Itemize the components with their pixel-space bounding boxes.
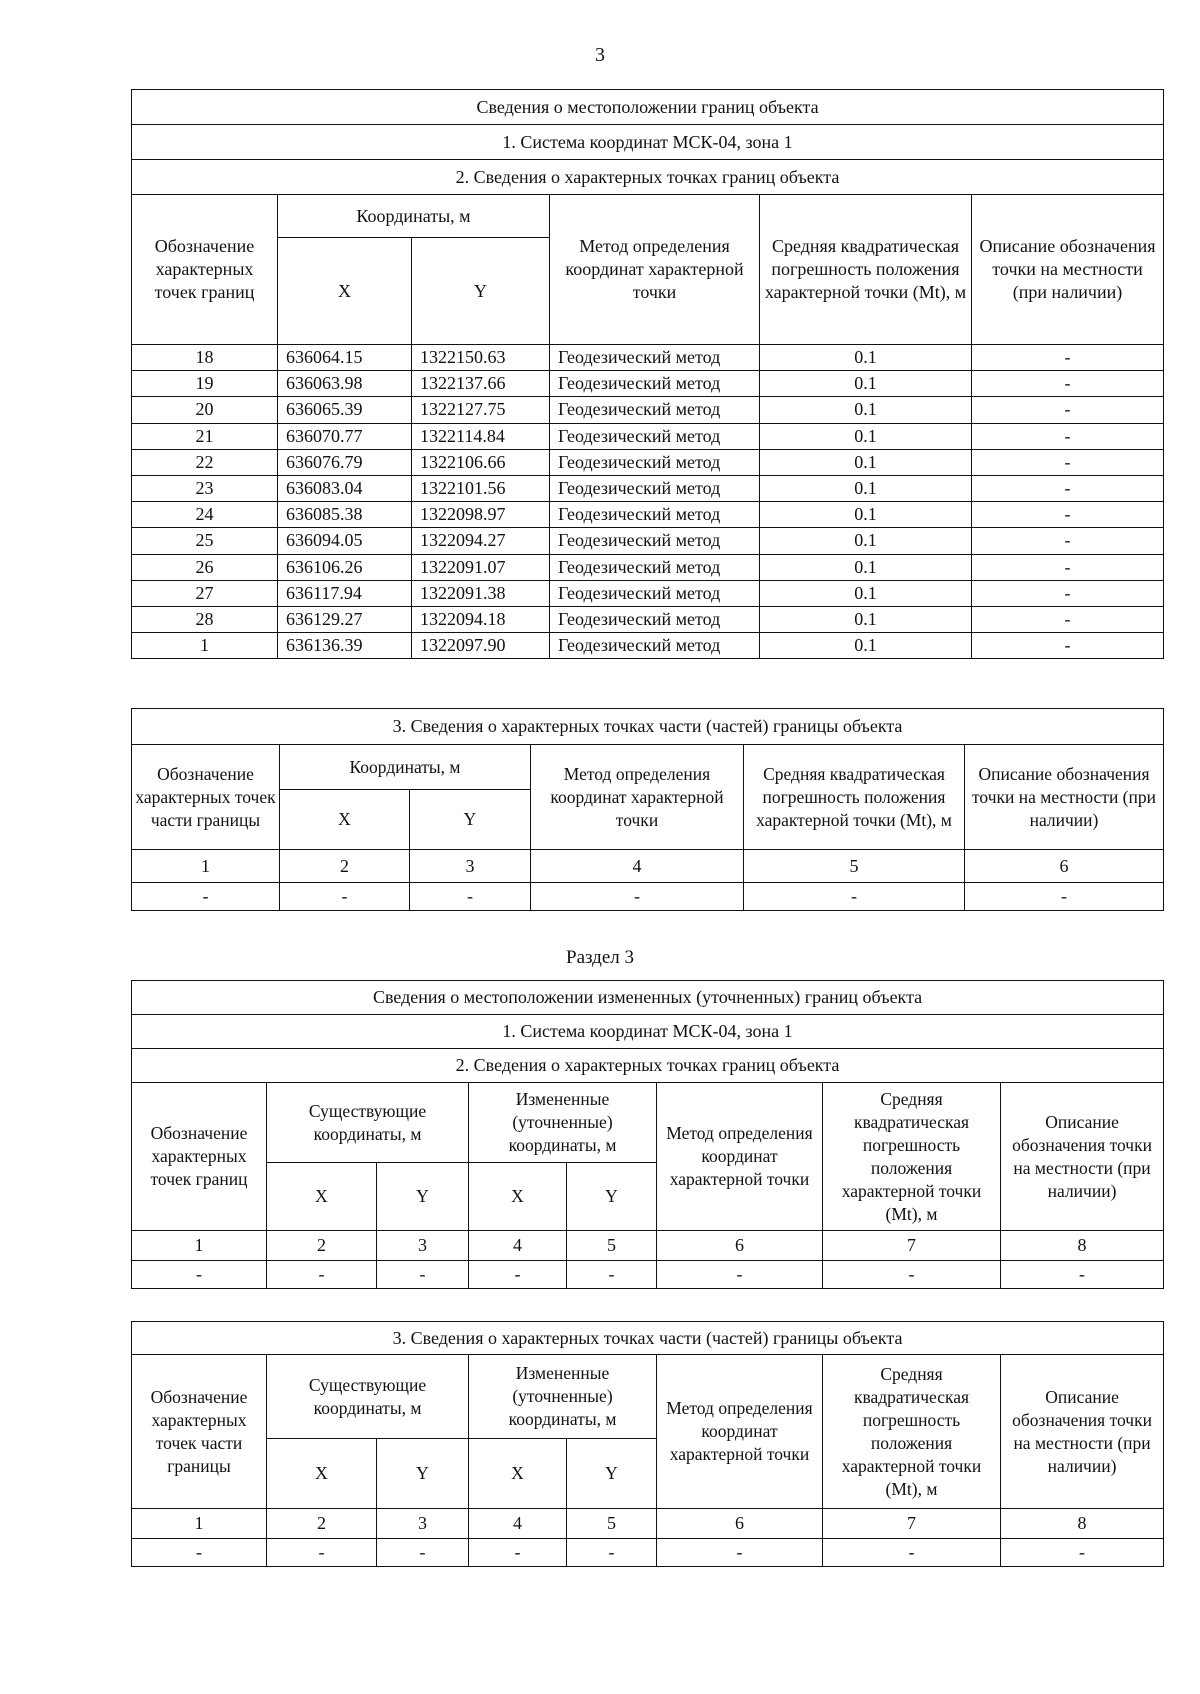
table-cell: - — [657, 1261, 823, 1289]
column-number: 4 — [469, 1509, 567, 1539]
method: Геодезический метод — [550, 397, 760, 423]
header-description: Описание обозначения точки на местности (при наличии) — [1001, 1355, 1164, 1509]
error: 0.1 — [760, 502, 972, 528]
header-y: Y — [377, 1163, 469, 1231]
column-numbers-row — [132, 1509, 1164, 1539]
coordinate-system: 1. Система координат МСК-04, зона 1 — [132, 1015, 1164, 1049]
coord-x: 636106.26 — [278, 554, 412, 580]
error: 0.1 — [760, 606, 972, 632]
coord-x: 636065.39 — [278, 397, 412, 423]
column-number: 5 — [567, 1509, 657, 1539]
coord-y: 1322137.66 — [412, 371, 550, 397]
table-row — [132, 1539, 1164, 1567]
coord-y: 1322091.07 — [412, 554, 550, 580]
coord-y: 1322150.63 — [412, 345, 550, 371]
method: Геодезический метод — [550, 606, 760, 632]
coord-x: 636083.04 — [278, 475, 412, 501]
table-cell: - — [267, 1539, 377, 1567]
method: Геодезический метод — [550, 345, 760, 371]
table-row — [132, 345, 1164, 371]
method: Геодезический метод — [550, 449, 760, 475]
error: 0.1 — [760, 449, 972, 475]
table-cell: - — [377, 1261, 469, 1289]
column-number: 5 — [744, 850, 965, 883]
table-title: 3. Сведения о характерных точках части (частей) границы объекта — [132, 709, 1164, 745]
table-cell: - — [531, 883, 744, 911]
coord-y: 1322098.97 — [412, 502, 550, 528]
column-number: 4 — [469, 1231, 567, 1261]
column-number: 2 — [280, 850, 410, 883]
point-number: 1 — [132, 633, 278, 659]
column-number: 2 — [267, 1509, 377, 1539]
table-row — [132, 554, 1164, 580]
table-row — [132, 423, 1164, 449]
method: Геодезический метод — [550, 475, 760, 501]
error: 0.1 — [760, 397, 972, 423]
coord-x: 636129.27 — [278, 606, 412, 632]
table-cell: - — [267, 1261, 377, 1289]
table-title: Сведения о местоположении измененных (уточненных) границ объекта — [132, 981, 1164, 1015]
table-cell: - — [132, 883, 280, 911]
table-body — [132, 345, 1164, 659]
header-x: X — [278, 238, 412, 345]
error: 0.1 — [760, 345, 972, 371]
column-number: 2 — [267, 1231, 377, 1261]
column-number: 6 — [965, 850, 1164, 883]
table-cell: - — [567, 1261, 657, 1289]
coord-y: 1322094.27 — [412, 528, 550, 554]
header-designation: Обозначение характерных точек границ — [132, 195, 278, 345]
header-x: X — [267, 1163, 377, 1231]
header-existing-coords: Существующие координаты, м — [267, 1355, 469, 1439]
column-number: 3 — [377, 1231, 469, 1261]
header-x: X — [469, 1163, 567, 1231]
header-method: Метод определения координат характерной точки — [550, 195, 760, 345]
header-changed-coords: Измененные (уточненные) координаты, м — [469, 1355, 657, 1439]
table-cell: - — [1001, 1261, 1164, 1289]
table-row — [132, 606, 1164, 632]
column-number: 1 — [132, 1509, 267, 1539]
table-row — [132, 449, 1164, 475]
coord-x: 636094.05 — [278, 528, 412, 554]
table-row — [132, 502, 1164, 528]
description: - — [972, 633, 1164, 659]
coord-x: 636136.39 — [278, 633, 412, 659]
description: - — [972, 423, 1164, 449]
page-number: 3 — [595, 44, 605, 66]
changed-part-boundary-points-table — [131, 1321, 1164, 1567]
method: Геодезический метод — [550, 528, 760, 554]
column-number: 7 — [823, 1231, 1001, 1261]
column-number: 3 — [410, 850, 531, 883]
column-number: 6 — [657, 1231, 823, 1261]
boundary-points-table — [131, 89, 1164, 659]
coord-y: 1322114.84 — [412, 423, 550, 449]
header-method: Метод определения координат характерной точки — [657, 1355, 823, 1509]
coord-y: 1322091.38 — [412, 580, 550, 606]
coord-y: 1322106.66 — [412, 449, 550, 475]
description: - — [972, 554, 1164, 580]
column-number: 7 — [823, 1509, 1001, 1539]
table-cell: - — [469, 1261, 567, 1289]
header-y: Y — [412, 238, 550, 345]
error: 0.1 — [760, 371, 972, 397]
method: Геодезический метод — [550, 502, 760, 528]
point-number: 28 — [132, 606, 278, 632]
header-x: X — [469, 1439, 567, 1509]
table-cell: - — [377, 1539, 469, 1567]
description: - — [972, 371, 1164, 397]
coord-x: 636063.98 — [278, 371, 412, 397]
method: Геодезический метод — [550, 580, 760, 606]
header-y: Y — [377, 1439, 469, 1509]
table-title: Сведения о местоположении границ объекта — [132, 90, 1164, 125]
coord-x: 636085.38 — [278, 502, 412, 528]
point-number: 25 — [132, 528, 278, 554]
header-x: X — [280, 790, 410, 850]
method: Геодезический метод — [550, 371, 760, 397]
header-method: Метод определения координат характерной точки — [657, 1083, 823, 1231]
header-y: Y — [567, 1163, 657, 1231]
header-error: Средняя квадратическая погрешность положения характерной точки (Mt), м — [744, 745, 965, 850]
table-cell: - — [744, 883, 965, 911]
header-y: Y — [567, 1439, 657, 1509]
header-description: Описание обозначения точки на местности (при наличии) — [1001, 1083, 1164, 1231]
description: - — [972, 345, 1164, 371]
table-cell: - — [132, 1539, 267, 1567]
table-title: 3. Сведения о характерных точках части (частей) границы объекта — [132, 1322, 1164, 1355]
point-number: 19 — [132, 371, 278, 397]
coord-y: 1322101.56 — [412, 475, 550, 501]
table-row — [132, 397, 1164, 423]
description: - — [972, 449, 1164, 475]
point-number: 26 — [132, 554, 278, 580]
table-row — [132, 580, 1164, 606]
description: - — [972, 475, 1164, 501]
header-error: Средняя квадратическая погрешность положения характерной точки (Mt), м — [760, 195, 972, 345]
table-row — [132, 371, 1164, 397]
table-subtitle: 2. Сведения о характерных точках границ объекта — [132, 1049, 1164, 1083]
method: Геодезический метод — [550, 633, 760, 659]
section-title: Раздел 3 — [566, 947, 634, 968]
column-number: 8 — [1001, 1231, 1164, 1261]
table-row — [132, 475, 1164, 501]
coord-x: 636070.77 — [278, 423, 412, 449]
header-coords: Координаты, м — [280, 745, 531, 790]
table-row — [132, 633, 1164, 659]
header-error: Средняя квадратическая погрешность положения характерной точки (Mt), м — [823, 1083, 1001, 1231]
column-number: 8 — [1001, 1509, 1164, 1539]
column-number: 4 — [531, 850, 744, 883]
coord-y: 1322097.90 — [412, 633, 550, 659]
table-cell: - — [823, 1261, 1001, 1289]
table-cell: - — [823, 1539, 1001, 1567]
method: Геодезический метод — [550, 554, 760, 580]
column-number: 3 — [377, 1509, 469, 1539]
header-coords: Координаты, м — [278, 195, 550, 238]
description: - — [972, 502, 1164, 528]
table-cell: - — [469, 1539, 567, 1567]
part-boundary-points-table — [131, 708, 1164, 911]
column-number: 5 — [567, 1231, 657, 1261]
table-cell: - — [567, 1539, 657, 1567]
point-number: 18 — [132, 345, 278, 371]
description: - — [972, 397, 1164, 423]
header-y: Y — [410, 790, 531, 850]
column-number: 1 — [132, 850, 280, 883]
point-number: 24 — [132, 502, 278, 528]
error: 0.1 — [760, 423, 972, 449]
header-changed-coords: Измененные (уточненные) координаты, м — [469, 1083, 657, 1163]
table-row — [132, 1261, 1164, 1289]
coord-x: 636064.15 — [278, 345, 412, 371]
description: - — [972, 606, 1164, 632]
header-designation: Обозначение характерных точек части границы — [132, 1355, 267, 1509]
table-subtitle: 2. Сведения о характерных точках границ объекта — [132, 160, 1164, 195]
column-number: 1 — [132, 1231, 267, 1261]
error: 0.1 — [760, 633, 972, 659]
coord-x: 636117.94 — [278, 580, 412, 606]
point-number: 21 — [132, 423, 278, 449]
table-cell: - — [1001, 1539, 1164, 1567]
header-designation: Обозначение характерных точек части границы — [132, 745, 280, 850]
coordinate-system: 1. Система координат МСК-04, зона 1 — [132, 125, 1164, 160]
table-cell: - — [280, 883, 410, 911]
changed-boundary-points-table — [131, 980, 1164, 1289]
point-number: 27 — [132, 580, 278, 606]
error: 0.1 — [760, 580, 972, 606]
point-number: 22 — [132, 449, 278, 475]
header-x: X — [267, 1439, 377, 1509]
header-description: Описание обозначения точки на местности (при наличии) — [965, 745, 1164, 850]
table-cell: - — [965, 883, 1164, 911]
error: 0.1 — [760, 528, 972, 554]
column-numbers-row — [132, 850, 1164, 883]
point-number: 20 — [132, 397, 278, 423]
coord-x: 636076.79 — [278, 449, 412, 475]
header-designation: Обозначение характерных точек границ — [132, 1083, 267, 1231]
description: - — [972, 528, 1164, 554]
coord-y: 1322094.18 — [412, 606, 550, 632]
error: 0.1 — [760, 475, 972, 501]
header-error: Средняя квадратическая погрешность положения характерной точки (Mt), м — [823, 1355, 1001, 1509]
description: - — [972, 580, 1164, 606]
table-row — [132, 883, 1164, 911]
header-method: Метод определения координат характерной точки — [531, 745, 744, 850]
method: Геодезический метод — [550, 423, 760, 449]
table-cell: - — [657, 1539, 823, 1567]
table-cell: - — [132, 1261, 267, 1289]
point-number: 23 — [132, 475, 278, 501]
table-cell: - — [410, 883, 531, 911]
column-numbers-row — [132, 1231, 1164, 1261]
table-row — [132, 528, 1164, 554]
header-description: Описание обозначения точки на местности (при наличии) — [972, 195, 1164, 345]
column-number: 6 — [657, 1509, 823, 1539]
header-existing-coords: Существующие координаты, м — [267, 1083, 469, 1163]
coord-y: 1322127.75 — [412, 397, 550, 423]
error: 0.1 — [760, 554, 972, 580]
